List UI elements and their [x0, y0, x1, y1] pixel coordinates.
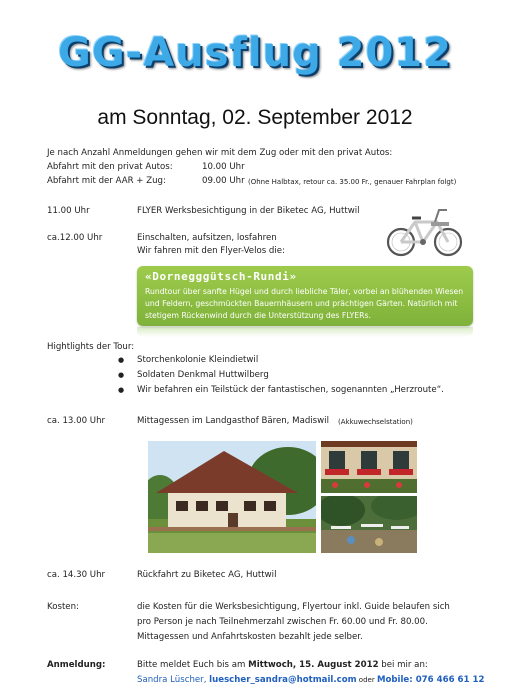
bullet-icon: ● [118, 386, 125, 394]
schedule-item-3-note: (Akkuwechselstation) [338, 418, 413, 426]
tour-box [137, 266, 473, 326]
departure-car-label: Abfahrt mit den privat Autos: [47, 162, 173, 172]
costs-line-3: Mittagessen und Anfahrtskosten bezahlt jede selber. [137, 632, 363, 642]
contact-oder: oder [356, 676, 377, 684]
costs-label: Kosten: [47, 602, 79, 612]
registration-suffix: bei mir an: [378, 660, 428, 670]
schedule-time-3: ca. 13.00 Uhr [47, 416, 106, 426]
highlights-heading: Hightlights der Tour: [47, 342, 135, 352]
garden-terrace-photo [321, 496, 417, 553]
departure-train-time: 09.00 Uhr [202, 176, 245, 186]
intro-text: Je nach Anzahl Anmeldungen gehen wir mit dem Zug oder mit den privat Autos: [47, 148, 393, 158]
registration-line-2 [137, 674, 484, 686]
schedule-item-4: Rückfahrt zu Biketec AG, Huttwil [137, 570, 277, 580]
departure-train-label: Abfahrt mit der AAR + Zug: [47, 176, 166, 186]
bicycle-icon [385, 202, 465, 258]
highlight-item-2: Soldaten Denkmal Huttwilberg [137, 370, 269, 380]
schedule-time-4: ca. 14.30 Uhr [47, 570, 106, 580]
highlight-item-3: Wir befahren ein Teilstück der fantastischen, sogenannten „Herzroute“. [137, 385, 444, 395]
tour-name: «Dornegggütsch-Rundi» [145, 270, 297, 283]
departure-train-note: (Ohne Halbtax, retour ca. 35.00 Fr., genauer Fahrplan folgt) [248, 178, 457, 186]
highlight-item-1: Storchenkolonie Kleindietwil [137, 355, 259, 365]
flower-windows-photo [321, 441, 417, 493]
contact-email-link[interactable]: luescher_sandra@hotmail.com [209, 675, 357, 685]
registration-line-1 [137, 659, 428, 671]
costs-line-2: pro Person je nach Teilnehmerzahl zwischen Fr. 60.00 und Fr. 80.00. [137, 617, 428, 627]
schedule-item-2-line2: Wir fahren mit den Flyer-Velos die: [137, 246, 285, 256]
inn-farmhouse-photo [148, 441, 316, 553]
schedule-time-1: 11.00 Uhr [47, 206, 90, 216]
costs-line-1: die Kosten für die Werksbesichtigung, Flyertour inkl. Guide belaufen sich [137, 602, 450, 612]
registration-prefix: Bitte meldet Euch bis am [137, 660, 249, 670]
bullet-icon: ● [118, 371, 125, 379]
contact-name: Sandra Lüscher, [137, 675, 210, 685]
registration-deadline: Mittwoch, 15. August 2012 [248, 660, 379, 670]
schedule-time-2: ca.12.00 Uhr [47, 233, 103, 243]
contact-mobile: Mobile: 076 466 61 12 [376, 675, 485, 685]
schedule-item-2-line1: Einschalten, aufsitzen, losfahren [137, 233, 277, 243]
tour-description: Rundtour über sanfte Hügel und durch liebliche Täler, vorbei an blühenden Wiesen und Feldern, geschmückten Bauernhäusern und prächtigen Gärten. Natürlich mit stetigem Rückenwind durch die Unterstützung des FLYERs. [145, 287, 464, 320]
tour-box-reflection [137, 327, 473, 337]
bullet-icon: ● [118, 356, 125, 364]
departure-car-time: 10.00 Uhr [202, 162, 245, 172]
page-title: GG-Ausflug 2012 [58, 30, 452, 76]
schedule-item-1: FLYER Werksbesichtigung in der Biketec AG, Huttwil [137, 206, 360, 216]
registration-label: Anmeldung: [47, 660, 106, 670]
schedule-item-3: Mittagessen im Landgasthof Bären, Madiswil [137, 416, 329, 426]
event-date: am Sonntag, 02. September 2012 [97, 106, 413, 129]
